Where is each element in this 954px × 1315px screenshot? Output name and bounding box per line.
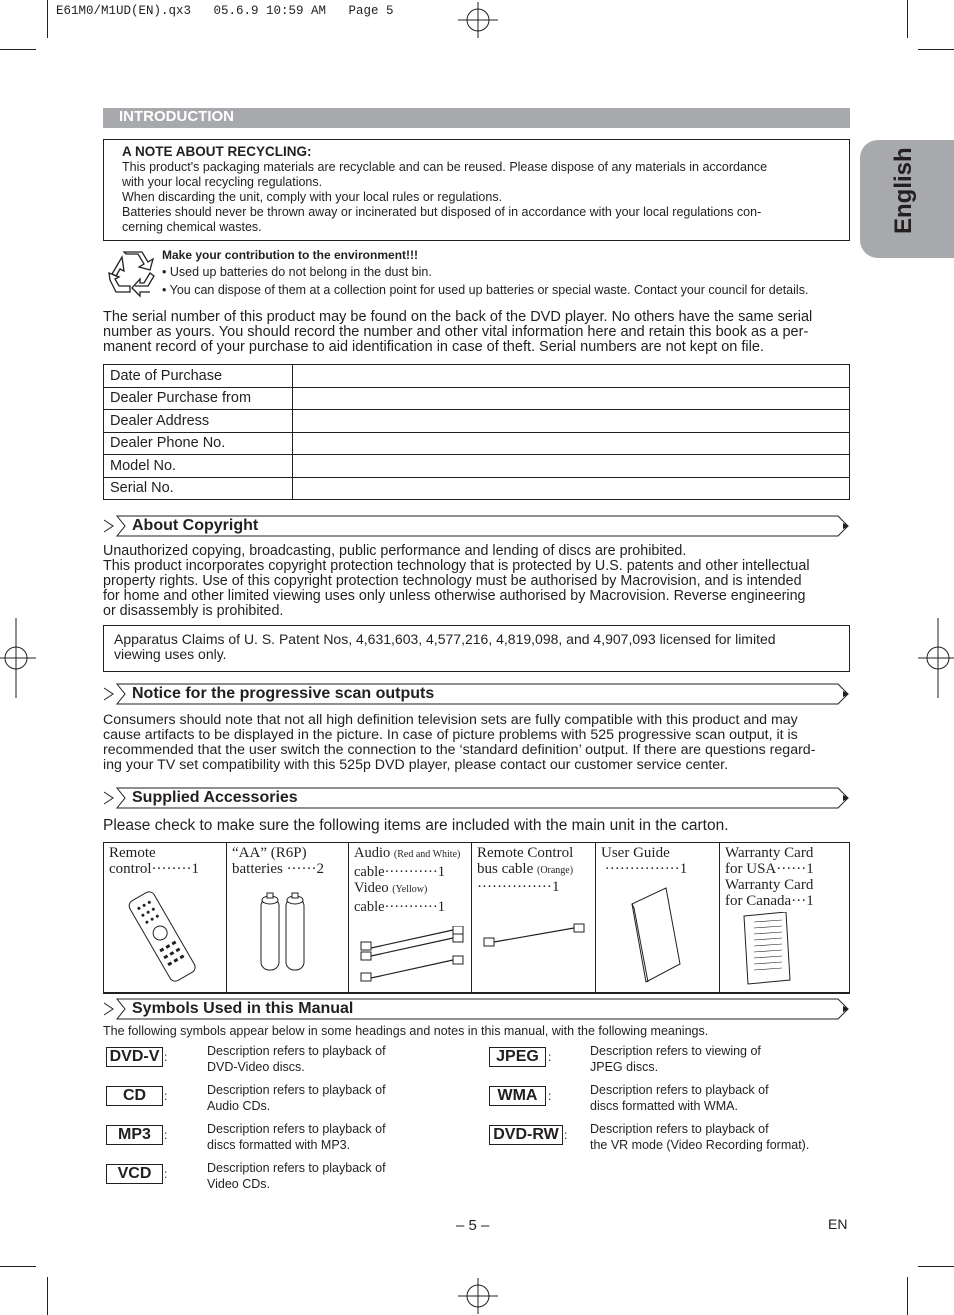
accessory-qty: 1 bbox=[191, 861, 199, 877]
accessory-bus-cable bbox=[472, 842, 596, 993]
accessory-qty: 1 bbox=[679, 861, 688, 877]
leader-dots: ··········· bbox=[384, 863, 438, 880]
desc-line: Video CDs. bbox=[207, 1177, 270, 1191]
recycling-line: cerning chemical wastes. bbox=[122, 220, 262, 234]
accessory-sublabel: (Orange) bbox=[536, 865, 574, 876]
print-header: E61M0/M1UD(EN).qx3 05.6.9 10:59 AM Page 5 bbox=[56, 4, 394, 18]
progressive-line: ing your TV set compatibility with this 525p DVD player, please contact our customer service center. bbox=[103, 757, 729, 773]
progressive-line: cause artifacts to be displayed in the picture. In case of picture problems with 525 progressive scan output, it is bbox=[103, 727, 798, 743]
leader-dots: ··············· bbox=[477, 879, 552, 895]
patent-line: Apparatus Claims of U. S. Patent Nos, 4,631,603, 4,577,216, 4,819,098, and 4,907,093 licensed for limited bbox=[114, 631, 776, 647]
symbol-badge: CD bbox=[106, 1086, 163, 1106]
recycling-text bbox=[122, 160, 767, 235]
symbols-intro: The following symbols appear below in some headings and notes in this manual, with the following meanings. bbox=[103, 1024, 709, 1038]
table-label: Dealer Purchase from bbox=[104, 387, 293, 410]
recycling-note-box bbox=[103, 139, 850, 241]
leader-dots: ··············· bbox=[604, 861, 680, 877]
symbol-description bbox=[207, 1121, 386, 1153]
desc-line: Description refers to playback of bbox=[207, 1044, 386, 1058]
battery-icon bbox=[259, 892, 309, 972]
colon: : bbox=[164, 1050, 168, 1064]
table-row bbox=[104, 365, 850, 388]
crop-mark bbox=[907, 1277, 908, 1315]
copyright-line: for home and other limited viewing uses only unless otherwise authorised by Macrovision. Reverse engineering bbox=[103, 588, 806, 604]
recycling-line: When discarding the unit, comply with your local rules or regulations. bbox=[122, 190, 503, 204]
leader-dots: ······ bbox=[286, 861, 317, 877]
table-row bbox=[104, 455, 850, 478]
table-value-blank bbox=[293, 455, 850, 478]
accessory-label: Warranty Card bbox=[725, 877, 814, 893]
desc-line: JPEG discs. bbox=[590, 1060, 659, 1074]
accessory-label: Audio bbox=[354, 845, 391, 861]
leader-dots: ········ bbox=[151, 861, 192, 877]
symbol-description bbox=[590, 1082, 769, 1114]
table-value-blank bbox=[293, 432, 850, 455]
registration-mark bbox=[458, 2, 498, 38]
copyright-line: Unauthorized copying, broadcasting, public performance and lending of discs are prohibited. bbox=[103, 543, 687, 559]
symbol-badge: MP3 bbox=[106, 1125, 163, 1145]
symbol-description bbox=[207, 1082, 386, 1114]
recycling-title: A NOTE ABOUT RECYCLING: bbox=[122, 144, 312, 159]
colon: : bbox=[564, 1128, 568, 1142]
desc-line: Audio CDs. bbox=[207, 1099, 271, 1113]
desc-line: Description refers to playback of bbox=[590, 1083, 769, 1097]
page-number: – 5 – bbox=[456, 1217, 490, 1234]
symbol-badge: DVD-RW bbox=[489, 1125, 563, 1145]
table-value-blank bbox=[293, 477, 850, 500]
progressive-text bbox=[103, 713, 815, 773]
heading-text: Notice for the progressive scan outputs bbox=[132, 685, 435, 702]
language-tab-label: English bbox=[890, 147, 917, 234]
crop-mark bbox=[0, 49, 36, 50]
heading-text: Supplied Accessories bbox=[132, 789, 298, 806]
table-label: Dealer Address bbox=[104, 410, 293, 433]
crop-mark bbox=[47, 0, 48, 38]
registration-mark bbox=[458, 1278, 498, 1314]
colon: : bbox=[164, 1089, 168, 1103]
serial-line: number as yours. You should record the number and other vital information here and retain this book as a per- bbox=[103, 324, 809, 340]
accessory-sublabel: (Red and White) bbox=[393, 849, 461, 860]
serial-line: manent record of your purchase to aid identification in case of theft. Serial numbers are not kept on file. bbox=[103, 339, 764, 355]
serial-line: The serial number of this product may be found on the back of the DVD player. No others have the same serial bbox=[103, 309, 813, 325]
symbol-description bbox=[590, 1043, 761, 1075]
accessory-user-guide bbox=[596, 842, 720, 993]
heading-supplied-accessories bbox=[103, 787, 850, 809]
bus-cable-icon bbox=[482, 920, 587, 950]
table-label: Dealer Phone No. bbox=[104, 432, 293, 455]
accessory-qty: 1 bbox=[806, 893, 814, 909]
symbol-description bbox=[207, 1160, 386, 1192]
table-row bbox=[104, 477, 850, 500]
desc-line: the VR mode (Video Recording format). bbox=[590, 1138, 810, 1152]
desc-line: Description refers to playback of bbox=[590, 1122, 769, 1136]
accessory-sublabel: (Yellow) bbox=[392, 884, 428, 895]
accessory-qty: 1 bbox=[437, 863, 445, 880]
crop-mark bbox=[0, 1266, 36, 1267]
leader-dots: ··········· bbox=[384, 898, 438, 915]
accessory-qty: 1 bbox=[551, 879, 560, 895]
symbol-badge: DVD-V bbox=[106, 1047, 163, 1067]
environment-bullet: • You can dispose of them at a collection point for used up batteries or special waste. Contact your council for details. bbox=[162, 283, 809, 297]
accessory-qty: 2 bbox=[316, 861, 325, 877]
crop-mark bbox=[907, 0, 908, 38]
accessory-label: Remote Control bbox=[477, 845, 574, 861]
patent-box bbox=[103, 625, 850, 672]
leader-dots: ······ bbox=[776, 861, 807, 877]
desc-line: discs formatted with MP3. bbox=[207, 1138, 351, 1152]
progressive-line: Consumers should note that not all high definition television sets are fully compatible with this product and may bbox=[103, 712, 798, 728]
heading-text: About Copyright bbox=[132, 517, 259, 534]
symbol-badge: JPEG bbox=[489, 1047, 546, 1067]
divider bbox=[103, 126, 850, 128]
recycling-line: Batteries should never be thrown away or incinerated but disposed of in accordance with your local regulations con- bbox=[122, 205, 762, 219]
table-row bbox=[104, 432, 850, 455]
symbol-description bbox=[590, 1121, 809, 1153]
leader-dots: ··· bbox=[791, 893, 807, 909]
table-label: Model No. bbox=[104, 455, 293, 478]
accessory-label: cable bbox=[354, 863, 385, 880]
heading-text: Symbols Used in this Manual bbox=[132, 1000, 354, 1017]
table-value-blank bbox=[293, 410, 850, 433]
colon: : bbox=[164, 1128, 168, 1142]
accessory-label: cable bbox=[354, 898, 385, 915]
symbol-description bbox=[207, 1043, 386, 1075]
accessories-intro: Please check to make sure the following items are included with the main unit in the carton. bbox=[103, 817, 729, 834]
language-code: EN bbox=[828, 1216, 848, 1232]
registration-mark bbox=[918, 618, 954, 698]
section-title-bar: INTRODUCTION bbox=[103, 108, 850, 126]
desc-line: discs formatted with WMA. bbox=[590, 1099, 738, 1113]
copyright-line: property rights. Use of this copyright protection technology must be authorised by Macrovision, and is intended bbox=[103, 573, 802, 589]
copyright-line: This product incorporates copyright protection technology that is protected by U.S. patents and other intellectual bbox=[103, 558, 810, 574]
desc-line: Description refers to playback of bbox=[207, 1083, 386, 1097]
table-value-blank bbox=[293, 365, 850, 388]
desc-line: DVD-Video discs. bbox=[207, 1060, 305, 1074]
recycle-icon bbox=[106, 248, 158, 298]
table-row bbox=[104, 387, 850, 410]
copyright-line: or disassembly is prohibited. bbox=[103, 603, 284, 619]
table-label: Serial No. bbox=[104, 477, 293, 500]
table-row bbox=[104, 410, 850, 433]
table-label: Date of Purchase bbox=[104, 365, 293, 388]
patent-line: viewing uses only. bbox=[114, 646, 227, 662]
accessory-cables bbox=[349, 842, 472, 993]
accessory-label: “AA” (R6P) bbox=[232, 845, 307, 861]
accessory-label: User Guide bbox=[601, 845, 670, 861]
accessory-label: Warranty Card bbox=[725, 845, 814, 861]
user-guide-icon bbox=[628, 884, 684, 984]
remote-control-icon bbox=[118, 888, 208, 984]
symbol-badge: WMA bbox=[489, 1086, 546, 1106]
accessory-label: bus cable bbox=[477, 861, 534, 877]
heading-about-copyright bbox=[103, 515, 850, 537]
table-value-blank bbox=[293, 387, 850, 410]
purchase-record-table bbox=[103, 364, 850, 500]
recycling-line: with your local recycling regulations. bbox=[122, 175, 323, 189]
registration-mark bbox=[0, 618, 36, 698]
accessory-remote-control bbox=[104, 842, 227, 993]
accessory-label: Video bbox=[354, 880, 389, 896]
accessory-label: batteries bbox=[232, 861, 283, 877]
accessory-label: control bbox=[109, 861, 152, 877]
colon: : bbox=[548, 1089, 552, 1103]
recycling-line: This product's packaging materials are recyclable and can be reused. Please dispose of any materials in accordance bbox=[122, 160, 768, 174]
warranty-card-icon bbox=[742, 912, 792, 986]
serial-note bbox=[103, 310, 812, 355]
desc-line: Description refers to playback of bbox=[207, 1161, 386, 1175]
accessory-label: Remote bbox=[109, 845, 156, 861]
progressive-line: recommended that the user switch the connection to the ‘standard definition’ output. If there are questions regard- bbox=[103, 742, 816, 758]
accessory-label: for USA bbox=[725, 861, 777, 877]
desc-line: Description refers to playback of bbox=[207, 1122, 386, 1136]
crop-mark bbox=[47, 1277, 48, 1315]
desc-line: Description refers to viewing of bbox=[590, 1044, 761, 1058]
accessory-batteries bbox=[227, 842, 349, 993]
accessory-label: for Canada bbox=[725, 893, 792, 909]
environment-title: Make your contribution to the environment!!! bbox=[162, 248, 419, 262]
language-tab bbox=[860, 140, 954, 258]
colon: : bbox=[164, 1167, 168, 1181]
accessory-qty: 1 bbox=[437, 898, 445, 915]
accessory-warranty-cards bbox=[720, 842, 850, 993]
heading-symbols bbox=[103, 998, 850, 1020]
heading-progressive-scan bbox=[103, 683, 850, 705]
crop-mark bbox=[918, 49, 954, 50]
symbol-badge: VCD bbox=[106, 1164, 163, 1184]
av-cable-icon bbox=[357, 926, 467, 986]
environment-bullet: • Used up batteries do not belong in the dust bin. bbox=[162, 265, 432, 279]
colon: : bbox=[548, 1050, 552, 1064]
crop-mark bbox=[918, 1266, 954, 1267]
copyright-text bbox=[103, 544, 810, 619]
accessory-qty: 1 bbox=[806, 861, 814, 877]
